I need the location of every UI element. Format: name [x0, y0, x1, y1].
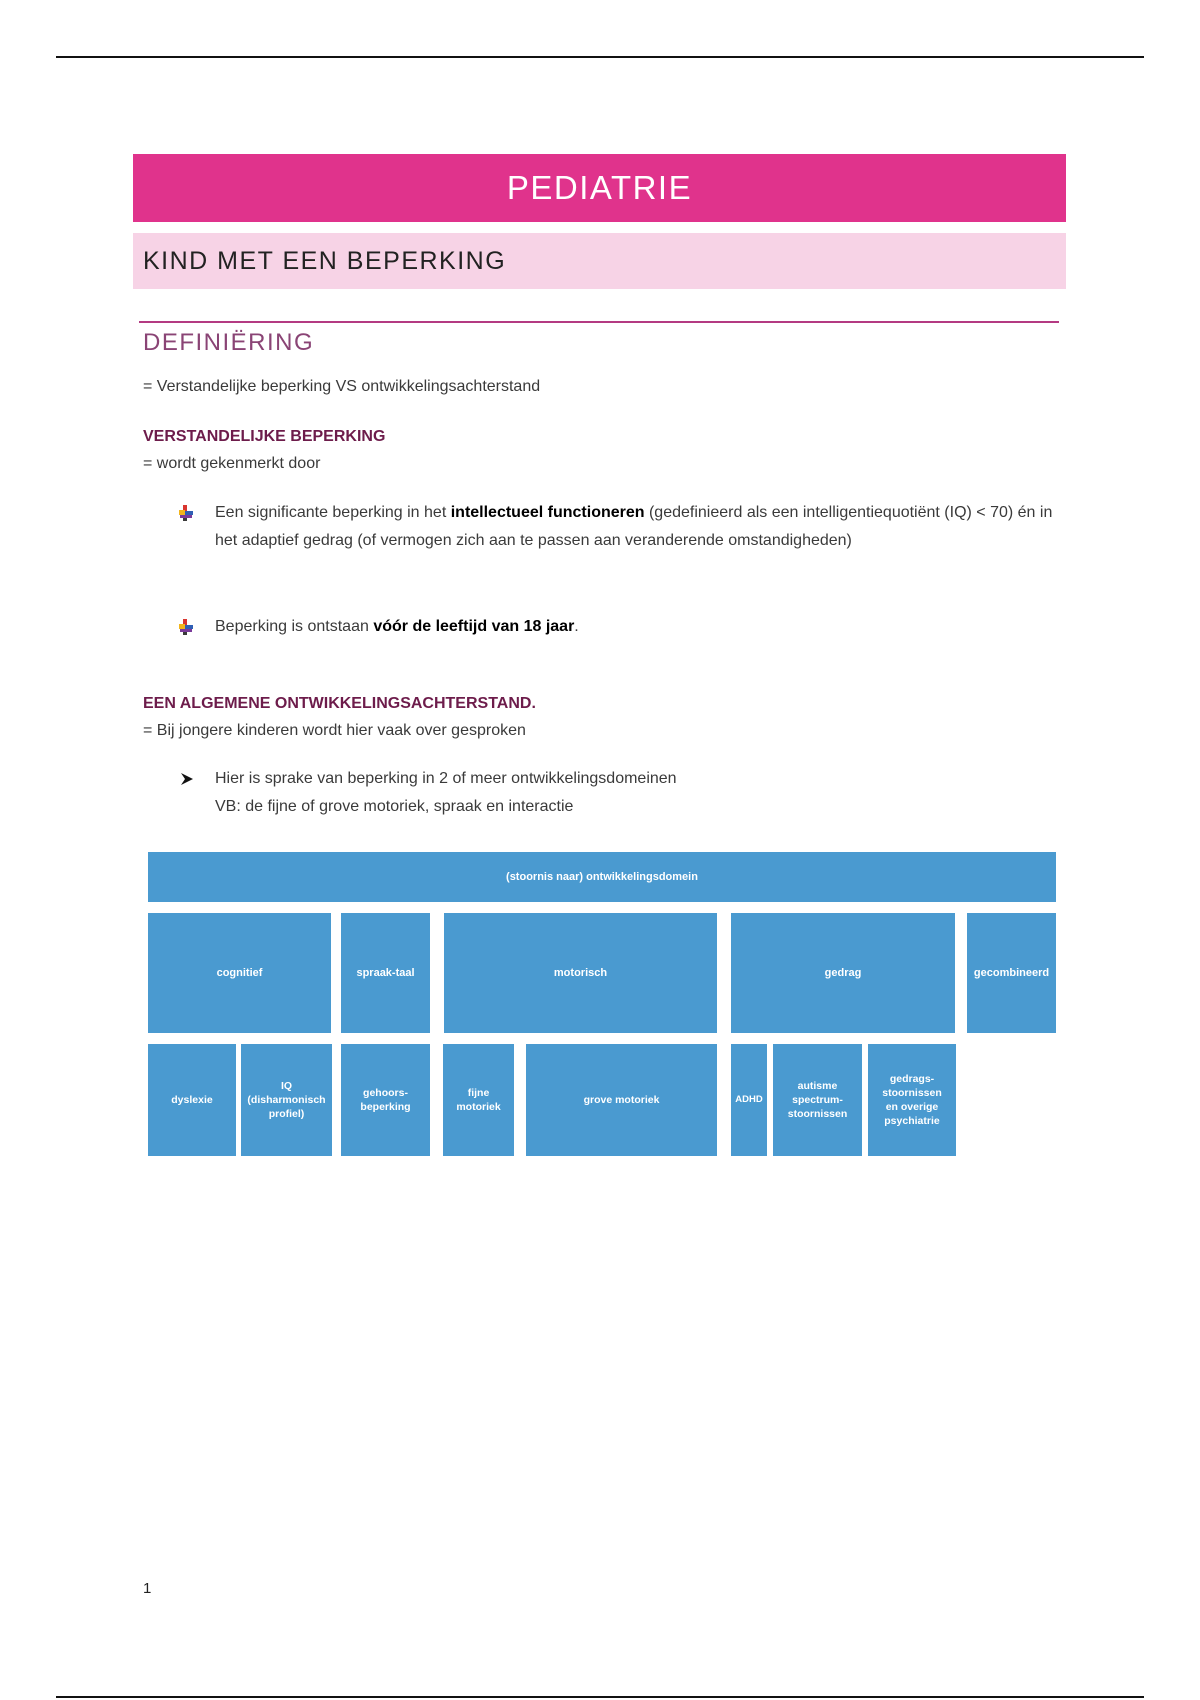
bullet-text-before: Een significante beperking in het: [215, 504, 451, 521]
list-item: [215, 765, 1060, 821]
bullet-image-icon: [177, 505, 195, 521]
section-heading-rule: [139, 321, 1059, 323]
subdomain-box-iq: IQ (disharmonisch profiel): [241, 1044, 332, 1156]
subdomain-box-gehoorsbeperking: gehoors- beperking: [341, 1044, 430, 1156]
intellectual-disability-intro: = wordt gekenmerkt door: [143, 455, 321, 472]
subdomain-box-grove-motoriek: grove motoriek: [526, 1044, 717, 1156]
page-bottom-rule: [56, 1696, 1144, 1698]
subtitle-banner: [133, 233, 1066, 289]
domain-box-gecombineerd: gecombineerd: [967, 913, 1056, 1033]
bullet-image-icon: [177, 619, 195, 635]
page-top-rule: [56, 56, 1144, 58]
domain-box-motorisch: motorisch: [444, 913, 717, 1033]
definition-intro: = Verstandelijke beperking VS ontwikkelingsachterstand: [143, 378, 541, 395]
title-banner: [133, 154, 1066, 222]
bullet-text-before: Beperking is ontstaan: [215, 618, 374, 635]
subdomain-box-autisme: autisme spectrum- stoornissen: [773, 1044, 862, 1156]
subdomain-box-dyslexie: dyslexie: [148, 1044, 236, 1156]
subdomain-box-adhd: ADHD: [731, 1044, 767, 1156]
section-heading: DEFINIËRING: [143, 329, 315, 356]
domain-box-spraak-taal: spraak-taal: [341, 913, 430, 1033]
bullet-text-bold: vóór de leeftijd van 18 jaar: [373, 618, 575, 635]
bullet-text-after: .: [574, 618, 579, 635]
list-item: [215, 613, 1060, 641]
developmental-delay-intro: = Bij jongere kinderen wordt hier vaak over gesproken: [143, 722, 526, 739]
bullet-text-after: (gedefinieerd als een intelligentiequotiënt (IQ) < 70) én in het adaptief gedrag (of vermogen zich aan te passen aan veranderende omstandigheden): [215, 504, 1053, 549]
subdomain-box-fijne-motoriek: fijne motoriek: [443, 1044, 514, 1156]
subdomain-box-gedragsstoornissen: gedrags- stoornissen en overige psychiatrie: [868, 1044, 956, 1156]
arrow-bullet-icon: [180, 772, 194, 786]
list-item: [215, 499, 1060, 555]
diagram-root-box: (stoornis naar) ontwikkelingsdomein: [148, 852, 1056, 902]
bullet-text-bold: intellectueel functioneren: [450, 504, 645, 521]
domain-box-gedrag: gedrag: [731, 913, 955, 1033]
bullet-line-2: VB: de fijne of grove motoriek, spraak en interactie: [215, 798, 574, 815]
intellectual-disability-heading: VERSTANDELIJKE BEPERKING: [143, 428, 386, 445]
domain-box-cognitief: cognitief: [148, 913, 331, 1033]
developmental-delay-heading: EEN ALGEMENE ONTWIKKELINGSACHTERSTAND.: [143, 695, 536, 712]
page-number: 1: [143, 1580, 152, 1597]
page-subtitle: KIND MET EEN BEPERKING: [143, 246, 507, 275]
bullet-line-1: Hier is sprake van beperking in 2 of meer ontwikkelingsdomeinen: [215, 770, 677, 787]
page-title: PEDIATRIE: [506, 169, 693, 206]
